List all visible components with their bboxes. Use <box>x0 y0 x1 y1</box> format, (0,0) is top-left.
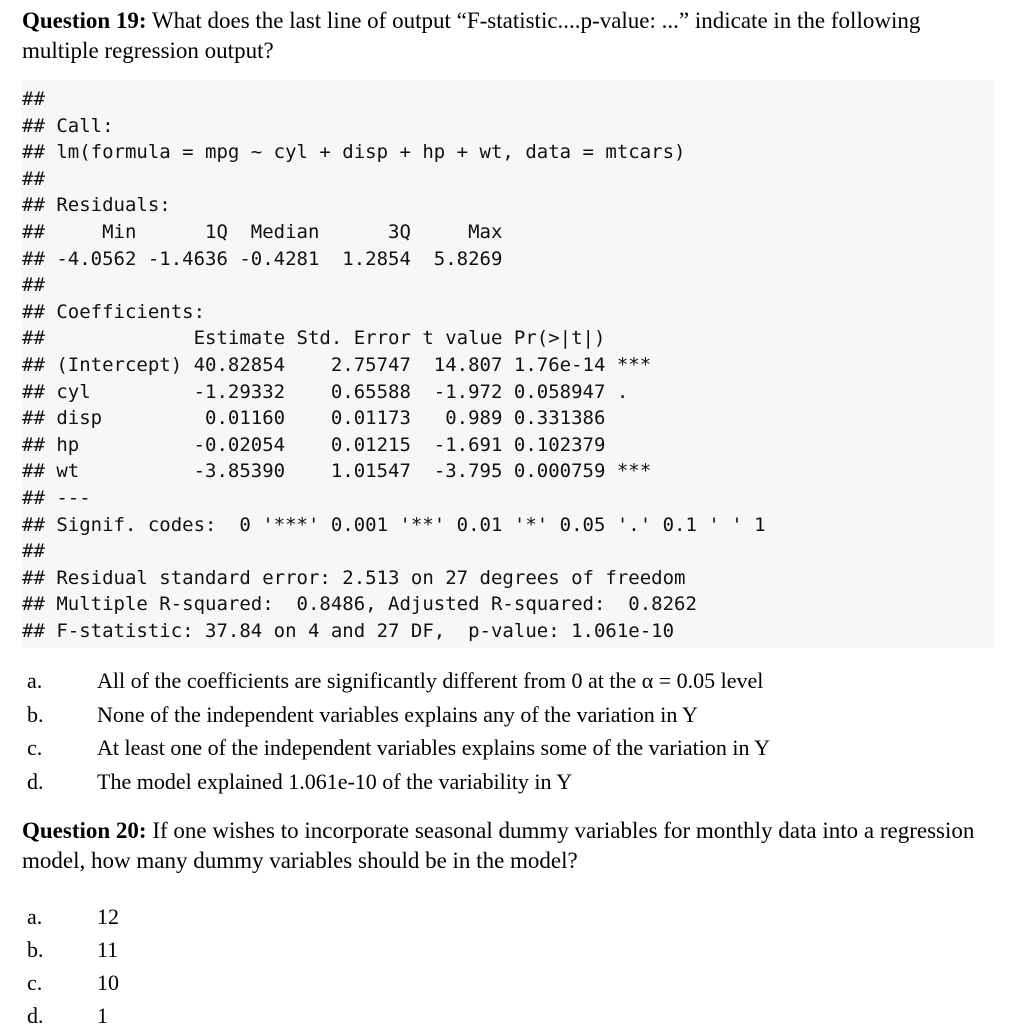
code-line: ## F-statistic: 37.84 on 4 and 27 DF, p-value: 1.061e-10 <box>22 619 675 642</box>
code-line: ## hp -0.02054 0.01215 -1.691 0.102379 <box>22 433 606 456</box>
option-letter: d. <box>27 768 44 794</box>
option-a[interactable] <box>22 900 1002 933</box>
code-line: ## Min 1Q Median 3Q Max <box>22 220 503 243</box>
code-line: ## Residuals: <box>22 194 171 217</box>
question-19-label: Question 19: <box>22 8 147 33</box>
code-line: ## disp 0.01160 0.01173 0.989 0.331386 <box>22 407 606 430</box>
code-line: ## wt -3.85390 1.01547 -3.795 0.000759 *** <box>22 460 652 483</box>
code-line: ## cyl -1.29332 0.65588 -1.972 0.058947 . <box>22 380 629 403</box>
code-line: ## Call: <box>22 114 114 137</box>
option-text: 11 <box>97 937 119 963</box>
option-c[interactable] <box>22 731 1002 765</box>
option-letter: b. <box>27 701 44 727</box>
code-line: ## <box>22 274 45 297</box>
option-letter: a. <box>27 904 43 930</box>
question-19-options <box>22 664 1002 798</box>
question-19-text: What does the last line of output “F-statistic....p-value: ...” indicate in the following multiple regression output? <box>22 8 921 63</box>
code-line: ## Residual standard error: 2.513 on 27 degrees of freedom <box>22 566 686 589</box>
option-c[interactable] <box>22 966 1002 999</box>
question-20-text: If one wishes to incorporate seasonal dummy variables for monthly data into a regression model, how many dummy variables should be in the model? <box>22 818 975 874</box>
option-letter: c. <box>27 970 43 996</box>
option-b[interactable] <box>22 698 1002 732</box>
option-text: The model explained 1.061e-10 of the variability in Y <box>97 768 573 794</box>
code-line: ## (Intercept) 40.82854 2.75747 14.807 1.76e-14 *** <box>22 353 652 376</box>
code-line: ## <box>22 540 45 563</box>
code-line: ## Estimate Std. Error t value Pr(>|t|) <box>22 327 606 350</box>
option-text: All of the coefficients are significantly different from 0 at the α = 0.05 level <box>97 668 764 694</box>
code-line: ## lm(formula = mpg ~ cyl + disp + hp + wt, data = mtcars) <box>22 141 686 164</box>
option-letter: a. <box>27 668 43 694</box>
question-19-prompt <box>22 6 1002 66</box>
page <box>22 6 1002 1032</box>
option-a[interactable] <box>22 664 1002 698</box>
option-letter: c. <box>27 735 43 761</box>
option-text: 12 <box>97 904 119 930</box>
option-d[interactable] <box>22 999 1002 1032</box>
code-line: ## Multiple R-squared: 0.8486, Adjusted R-squared: 0.8262 <box>22 593 697 616</box>
code-line: ## Signif. codes: 0 '***' 0.001 '**' 0.01 '*' 0.05 '.' 0.1 ' ' 1 <box>22 513 766 536</box>
option-letter: b. <box>27 937 44 963</box>
code-line: ## <box>22 167 45 190</box>
option-text: None of the independent variables explains any of the variation in Y <box>97 701 698 727</box>
code-line: ## --- <box>22 486 91 509</box>
option-text: At least one of the independent variables explains some of the variation in Y <box>97 735 771 761</box>
option-d[interactable] <box>22 765 1002 799</box>
option-text: 1 <box>97 1003 108 1029</box>
code-line: ## Coefficients: <box>22 300 206 323</box>
code-line: ## <box>22 88 45 110</box>
option-b[interactable] <box>22 933 1002 966</box>
question-20-label: Question 20: <box>22 818 147 844</box>
code-line: ## -4.0562 -1.4636 -0.4281 1.2854 5.8269 <box>22 247 503 270</box>
regression-output-block <box>22 80 994 648</box>
option-text: 10 <box>97 970 119 996</box>
option-letter: d. <box>27 1003 44 1029</box>
question-20-options <box>22 900 1002 1032</box>
question-20-prompt <box>22 816 1002 876</box>
